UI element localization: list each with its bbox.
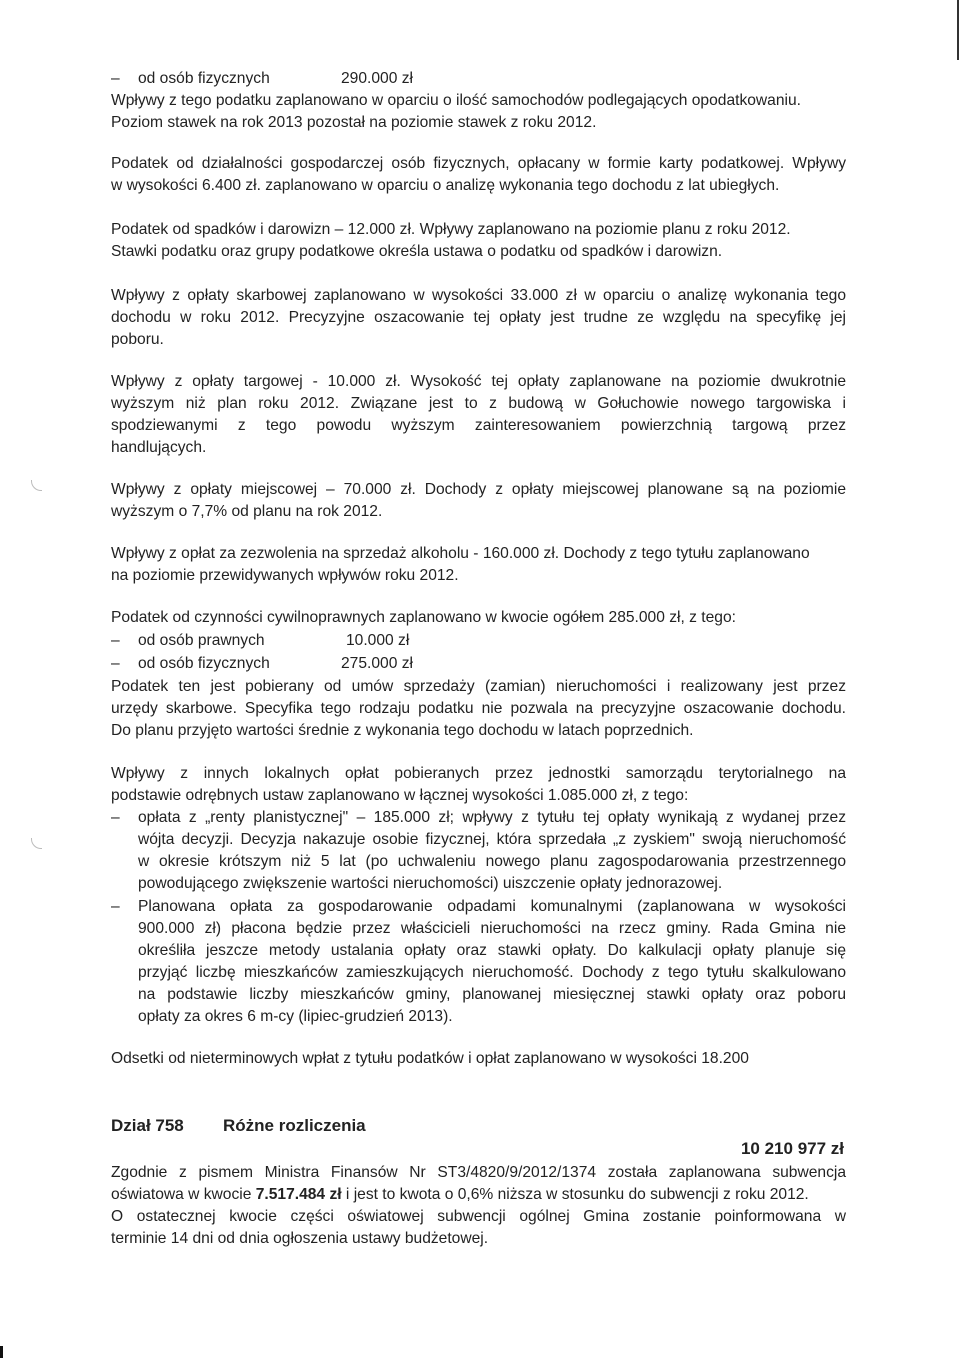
paragraph-line: Do planu przyjęto wartości średnie z wykonania tego dochodu w latach poprzednich. <box>111 722 694 739</box>
section-number: Dział 758 <box>111 1116 184 1135</box>
paragraph-line: Podatek od spadków i darowizn – 12.000 zł. Wpływy zaplanowano na poziomie planu z roku 2012. <box>111 221 791 238</box>
list-item-amount: 10.000 zł <box>346 632 410 649</box>
list-item-line: określiła jeszcze metody ustalania opłaty oraz stawki opłaty. Do kalkulacji opłaty planuje się <box>138 942 846 959</box>
list-item-line: Planowana opłata za gospodarowanie odpadami komunalnymi (zaplanowana w wysokości <box>138 898 846 915</box>
paragraph-line: Podatek od czynności cywilnoprawnych zaplanowano w kwocie ogółem 285.000 zł, z tego: <box>111 609 736 626</box>
paragraph-line: Stawki podatku oraz grupy podatkowe określa ustawa o podatku od spadków i darowizn. <box>111 243 723 260</box>
paragraph-line: podstawie odrębnych ustaw zaplanowano w łącznej wysokości 1.085.000 zł, z tego: <box>111 787 689 804</box>
list-item-label: od osób fizycznych <box>138 70 270 87</box>
paragraph-line: Wpływy z opłaty skarbowej zaplanowano w wysokości 33.000 zł w oparciu o analizę wykonania tego <box>111 287 846 304</box>
text-run: i jest to kwota o 0,6% niższa w stosunku do subwencji z roku 2012. <box>341 1186 809 1203</box>
list-dash: – <box>111 70 120 87</box>
list-item-amount: 290.000 zł <box>341 70 413 87</box>
list-item-line: przyjąć liczbę mieszkańców zamieszkujących nieruchomość. Dochody z tego tytułu skalkulowano <box>138 964 846 981</box>
paragraph-line <box>111 1184 846 1206</box>
list-item-line: opłata z „renty planistycznej" – 185.000 zł; wpływy z tytułu tej opłaty wynikają z wydanej przez <box>138 809 846 826</box>
list-item-label: od osób prawnych <box>138 632 265 649</box>
scan-edge-mark <box>957 0 959 60</box>
paragraph-line: poboru. <box>111 331 164 348</box>
list-item-label: od osób fizycznych <box>138 655 270 672</box>
paragraph-line: urzędy skarbowe. Specyfika tego rodzaju podatku nie pozwala na precyzyjne oszacowanie dochodu. <box>111 700 846 717</box>
list-item-amount: 275.000 zł <box>341 655 413 672</box>
list-item-line: 900.000 zł) płacona będzie przez właścicieli nieruchomości na rzecz gminy. Rada Gmina nie <box>138 920 846 937</box>
paragraph-line: Zgodnie z pismem Ministra Finansów Nr ST3/4820/9/2012/1374 została zaplanowana subwencja <box>111 1164 846 1181</box>
list-dash: – <box>111 898 120 915</box>
list-dash: – <box>111 655 120 672</box>
paragraph-line: terminie 14 dni od dnia ogłoszenia ustawy budżetowej. <box>111 1230 489 1247</box>
paragraph-line: spodziewanymi z tego powodu wyższym zainteresowaniem powierzchnią targową przez <box>111 417 846 434</box>
list-item-line: wójta decyzji. Decyzja nakazuje osobie fizycznej, która sprzedała „z zyskiem" swoją nieruchomość <box>138 831 846 848</box>
paragraph-line: handlujących. <box>111 439 207 456</box>
paragraph-line: Wpływy z innych lokalnych opłat pobieranych przez jednostki samorządu terytorialnego na <box>111 765 846 782</box>
paragraph-line: Wpływy z tego podatku zaplanowano w oparciu o ilość samochodów podlegających opodatkowaniu. <box>111 92 802 109</box>
paragraph-line: Wpływy z opłaty miejscowej – 70.000 zł. Dochody z opłaty miejscowej planowane są na poziomie <box>111 481 846 498</box>
list-item-line: powodującego zwiększenie wartości nieruchomości) uiszczenie opłaty jednorazowej. <box>138 875 723 892</box>
list-dash: – <box>111 632 120 649</box>
paragraph-line: w wysokości 6.400 zł. zaplanowano w oparciu o analizę wykonania tego dochodu z lat ubiegłych. <box>111 177 780 194</box>
section-total: 10 210 977 zł <box>740 1139 844 1158</box>
list-item-line: opłaty za okres 6 m-cy (lipiec-grudzień 2013). <box>138 1008 453 1025</box>
list-item-line: w okresie krótszym niż 5 lat (po uchwaleniu nowego planu zagospodarowania przestrzennego <box>138 853 846 870</box>
list-dash: – <box>111 809 120 826</box>
paragraph-line: Podatek od działalności gospodarczej osób fizycznych, opłacany w formie karty podatkowej. Wpływy <box>111 155 846 172</box>
paragraph-line: O ostatecznej kwocie części oświatowej subwencji ogólnej Gmina zostanie poinformowana w <box>111 1208 846 1225</box>
paragraph-line: wyższym o 7,7% od planu na rok 2012. <box>111 503 383 520</box>
paragraph-line: Odsetki od nieterminowych wpłat z tytułu podatków i opłat zaplanowano w wysokości 18.200 <box>111 1050 749 1067</box>
paragraph-line: Poziom stawek na rok 2013 pozostał na poziomie stawek z roku 2012. <box>111 114 597 131</box>
paragraph-line: Podatek ten jest pobierany od umów sprzedaży (zamian) nieruchomości i realizowany jest przez <box>111 678 846 695</box>
scan-mark <box>31 480 42 491</box>
scan-edge-mark <box>0 1346 3 1358</box>
amount-bold: 7.517.484 zł <box>255 1186 342 1203</box>
section-title: Różne rozliczenia <box>223 1116 366 1135</box>
scan-mark <box>31 838 42 849</box>
paragraph-line: Wpływy z opłat za zezwolenia na sprzedaż alkoholu - 160.000 zł. Dochody z tego tytułu zaplanowano <box>111 545 810 562</box>
paragraph-line: na poziomie przewidywanych wpływów roku 2012. <box>111 567 459 584</box>
paragraph-line: Wpływy z opłaty targowej - 10.000 zł. Wysokość tej opłaty zaplanowane na poziomie dwukrotnie <box>111 373 846 390</box>
list-item-line: na podstawie liczby mieszkańców gminy, planowanej miesięcznej stawki opłaty oraz poboru <box>138 986 846 1003</box>
paragraph-line: dochodu w roku 2012. Precyzyjne oszacowanie tej opłaty jest trudne ze względu na specyfikę jej <box>111 309 846 326</box>
text-run: oświatowa w kwocie <box>111 1186 256 1203</box>
paragraph-line: wyższym niż plan roku 2012. Związane jest to z budową w Gołuchowie nowego targowiska i <box>111 395 846 412</box>
